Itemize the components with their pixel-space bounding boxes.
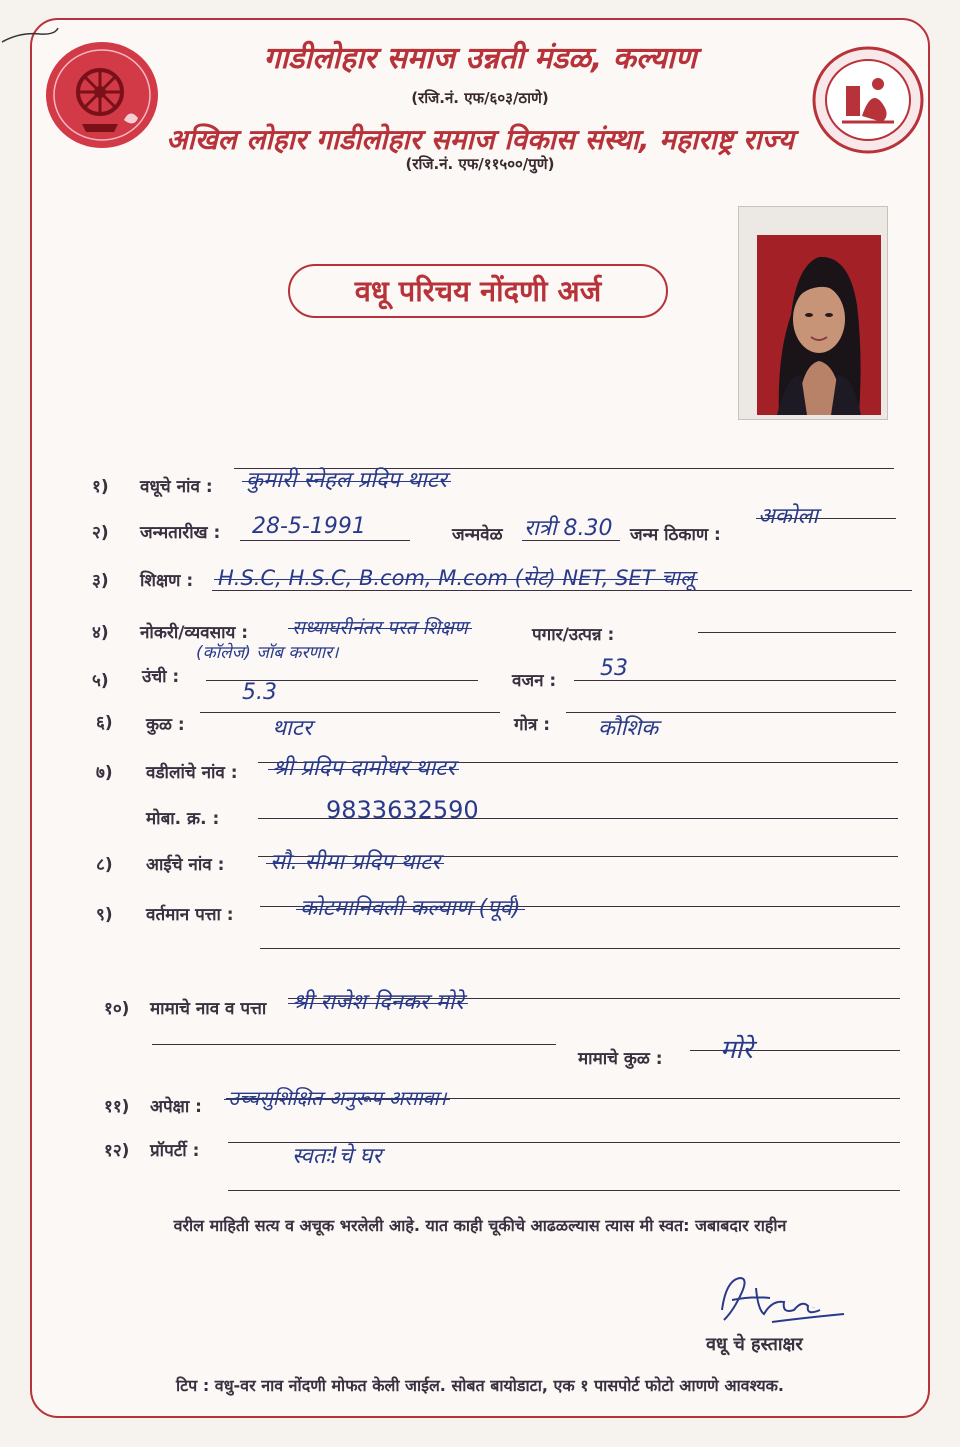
passport-photo-frame	[738, 206, 888, 420]
signature-text: Thatar	[812, 1308, 816, 1309]
father-name-label: वडीलांचे नांव :	[146, 763, 238, 783]
occupation-value: सध्याघरीनंतर परत शिक्षण	[292, 614, 468, 640]
bride-name-value: कुमारी स्नेहल प्रदिप थाटर	[246, 464, 447, 494]
birth-place-label: जन्म ठिकाण :	[630, 525, 721, 545]
mobile-value: 9833632590	[326, 796, 479, 824]
field-4-number: ४)	[92, 623, 109, 643]
address-line-2	[260, 948, 900, 949]
tip-note: टिप : वधु-वर नाव नोंदणी मोफत केली जाईल. सोबत बायोडाटा, एक १ पासपोर्ट फोटो आणणे आवश्यक.	[175, 1376, 785, 1395]
education-label: शिक्षण :	[140, 571, 194, 591]
kul-value: थाटर	[272, 716, 312, 741]
org-registration: (रजि.नं. एफ/६०३/ठाणे)	[411, 89, 549, 107]
height-value: 5.3	[242, 680, 277, 705]
gotra-value: कौशिक	[598, 716, 659, 741]
form-title: वधू परिचय नोंदणी अर्ज	[288, 264, 668, 318]
declaration-text: वरील माहिती सत्य व अचूक भरलेली आहे. यात काही चूकीचे आढळल्यास त्यास मी स्वत: जबाबदार राहीन	[173, 1216, 787, 1235]
signature-label: वधू चे हस्ताक्षर	[706, 1334, 803, 1355]
occupation-value-continued: (कॉलेज) जॉब करणार।	[196, 643, 339, 663]
mobile-label: मोबा. क्र. :	[146, 809, 220, 829]
birth-place-value: अकोला	[758, 504, 819, 529]
maternal-uncle-line-2	[152, 1044, 556, 1045]
occupation-label: नोकरी/व्यवसाय :	[140, 623, 249, 643]
field-10-number: १०)	[104, 999, 130, 1019]
birth-date-line	[240, 540, 410, 541]
society-registration: (रजि.नं. एफ/११५००/पुणे)	[405, 155, 555, 173]
weight-value: 53	[600, 656, 628, 681]
birth-time-label: जन्मवेळ	[452, 525, 503, 545]
field-6-number: ६)	[96, 713, 113, 733]
field-11-number: ११)	[104, 1097, 130, 1117]
org-name: गाडीलोहार समाज उन्नती मंडळ, कल्याण	[263, 41, 697, 76]
height-label: उंची :	[142, 667, 180, 687]
gotra-label: गोत्र :	[514, 715, 551, 735]
field-5-number: ५)	[92, 671, 109, 691]
maternal-kul-value: मोरे	[720, 1035, 753, 1065]
bride-photo	[757, 235, 881, 415]
address-label: वर्तमान पत्ता :	[146, 905, 234, 925]
field-8-number: ८)	[96, 855, 113, 875]
field-1-number: १)	[92, 477, 109, 497]
mother-name-label: आईचे नांव :	[146, 855, 225, 875]
maternal-kul-label: मामाचे कुळ :	[578, 1049, 663, 1069]
maternal-uncle-label: मामाचे नाव व पत्ता	[150, 999, 267, 1019]
kul-line	[200, 712, 500, 713]
property-value: स्वतः!चे घर	[292, 1144, 382, 1169]
kul-label: कुळ :	[146, 715, 185, 735]
field-9-number: ९)	[96, 905, 113, 925]
address-value: कोटमानिवली कल्याण (पूर्व)	[300, 892, 521, 922]
birth-time-value: रात्री 8.30	[524, 516, 613, 541]
society-name: अखिल लोहार गाडीलोहार समाज विकास संस्था, महाराष्ट्र राज्य	[166, 123, 794, 156]
mother-name-value: सौ. सीमा प्रदिप थाटर	[270, 846, 440, 876]
father-name-value: श्री प्रदिप दामोधर थाटर	[272, 752, 455, 782]
field-12-number: १२)	[104, 1141, 130, 1161]
bride-name-label: वधूचे नांव :	[140, 477, 213, 497]
weight-label: वजन :	[512, 671, 557, 691]
field-7-number: ७)	[96, 763, 113, 783]
property-line-2	[228, 1190, 900, 1191]
field-2-number: २)	[92, 523, 109, 543]
education-value: H.S.C, H.S.C, B.com, M.com (सेट) NET, SET चालू	[218, 566, 695, 590]
salary-line	[698, 632, 896, 633]
birth-date-label: जन्मतारीख :	[140, 523, 221, 543]
bride-signature	[712, 1270, 852, 1330]
birth-date-value: 28-5-1991	[252, 514, 366, 539]
salary-label: पगार/उत्पन्न :	[532, 625, 615, 645]
maternal-uncle-value: श्री राजेश दिनकर मोरे	[292, 986, 464, 1016]
field-3-number: ३)	[92, 571, 109, 591]
expectation-value: उच्चसुशिक्षित अनुरूप असावा।	[228, 1086, 447, 1110]
expectation-label: अपेक्षा :	[150, 1097, 202, 1117]
property-label: प्रॉपर्टी :	[150, 1141, 200, 1161]
